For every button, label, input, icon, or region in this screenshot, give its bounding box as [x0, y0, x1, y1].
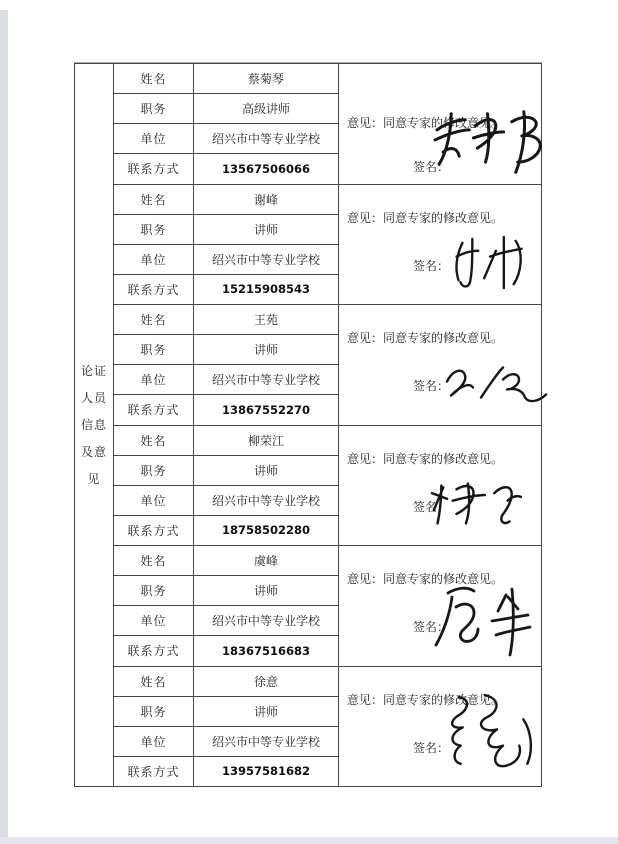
member-fields	[114, 305, 339, 425]
row-header-label: 论证人员信息及意见	[80, 363, 107, 486]
field-label-name: 姓名	[114, 667, 194, 696]
opinion-text: 意见：同意专家的修改意见。	[347, 692, 504, 707]
member-blocks	[114, 64, 541, 786]
member-name-value: 王苑	[253, 313, 278, 328]
opinion-text: 意见：同意专家的修改意见。	[347, 451, 504, 466]
member-name-value: 虞峰	[253, 554, 278, 569]
member-org-value: 绍兴市中等专业学校	[211, 132, 320, 147]
member-title-value: 讲师	[253, 222, 278, 237]
member-org-value: 绍兴市中等专业学校	[211, 734, 320, 749]
opinion-text: 意见：同意专家的修改意见。	[347, 210, 504, 225]
member-org-value: 绍兴市中等专业学校	[211, 252, 320, 267]
field-label-contact: 联系方式	[114, 395, 194, 424]
member-block-6	[114, 667, 541, 787]
member-title-value: 讲师	[253, 704, 278, 719]
member-name-value: 谢峰	[253, 192, 278, 207]
member-contact-value: 18758502280	[221, 523, 311, 538]
member-title-value: 讲师	[253, 343, 278, 358]
member-contact-value: 15215908543	[221, 282, 311, 297]
opinion-text: 意见：同意专家的修改意见。	[347, 572, 504, 586]
member-block-5	[114, 546, 541, 667]
member-name-value: 蔡菊琴	[247, 72, 284, 87]
signature-label: 签名：	[413, 160, 450, 174]
member-fields	[114, 546, 339, 666]
member-title-value: 讲师	[253, 463, 278, 478]
signature-image	[437, 689, 551, 785]
signature-image	[431, 106, 547, 180]
member-block-4	[114, 426, 541, 547]
member-contact-value: 13957581682	[221, 764, 311, 779]
field-label-contact: 联系方式	[114, 275, 194, 304]
member-block-3	[114, 305, 541, 426]
opinion-cell	[339, 546, 541, 666]
opinion-cell	[339, 667, 541, 787]
field-label-contact: 联系方式	[114, 757, 194, 786]
member-org-value: 绍兴市中等专业学校	[211, 614, 320, 629]
field-label-name: 姓名	[114, 305, 194, 334]
table-row-header	[75, 64, 114, 786]
field-label-title: 职务	[114, 576, 194, 605]
field-label-org: 单位	[114, 606, 194, 635]
field-label-contact: 联系方式	[114, 516, 194, 545]
field-label-title: 职务	[114, 94, 194, 123]
field-label-name: 姓名	[114, 64, 194, 93]
member-fields	[114, 64, 339, 184]
field-label-org: 单位	[114, 245, 194, 274]
member-fields	[114, 667, 339, 787]
signature-label: 签名：	[413, 258, 450, 273]
signature-image	[421, 478, 527, 530]
member-org-value: 绍兴市中等专业学校	[211, 493, 320, 508]
field-label-title: 职务	[114, 335, 194, 364]
field-label-name: 姓名	[114, 546, 194, 575]
member-fields	[114, 185, 339, 305]
field-label-org: 单位	[114, 124, 194, 153]
signature-image	[447, 231, 539, 295]
signature-label: 签名：	[413, 620, 450, 634]
field-label-org: 单位	[114, 727, 194, 756]
field-label-name: 姓名	[114, 185, 194, 214]
opinion-text: 意见：同意专家的修改意见。	[347, 116, 504, 130]
signature-label: 签名：	[413, 379, 450, 393]
field-label-contact: 联系方式	[114, 636, 194, 665]
signature-label: 签名：	[413, 499, 450, 514]
opinion-cell	[339, 426, 541, 546]
member-contact-value: 13567506066	[221, 161, 311, 176]
field-label-name: 姓名	[114, 426, 194, 455]
opinion-cell	[339, 185, 541, 305]
signature-image	[434, 582, 546, 664]
opinion-cell	[339, 305, 541, 425]
member-block-2	[114, 185, 541, 306]
member-contact-value: 13867552270	[221, 402, 311, 417]
member-name-value: 柳荣江	[247, 433, 284, 448]
opinion-text: 意见：同意专家的修改意见。	[347, 331, 504, 345]
opinion-cell	[339, 64, 541, 184]
member-title-value: 高级讲师	[241, 102, 290, 117]
field-label-contact: 联系方式	[114, 154, 194, 183]
signature-label: 签名：	[413, 740, 450, 755]
member-block-1	[114, 64, 541, 185]
field-label-title: 职务	[114, 456, 194, 485]
field-label-title: 职务	[114, 697, 194, 726]
member-name-value: 徐意	[253, 674, 278, 689]
field-label-org: 单位	[114, 365, 194, 394]
member-fields	[114, 426, 339, 546]
signature-image	[439, 361, 549, 407]
reviewer-table	[74, 63, 542, 787]
field-label-title: 职务	[114, 215, 194, 244]
member-org-value: 绍兴市中等专业学校	[211, 373, 320, 388]
member-title-value: 讲师	[253, 584, 278, 599]
member-contact-value: 18367516683	[221, 643, 311, 658]
page-left-edge	[0, 10, 8, 837]
page-bottom-edge	[0, 837, 618, 844]
field-label-org: 单位	[114, 486, 194, 515]
